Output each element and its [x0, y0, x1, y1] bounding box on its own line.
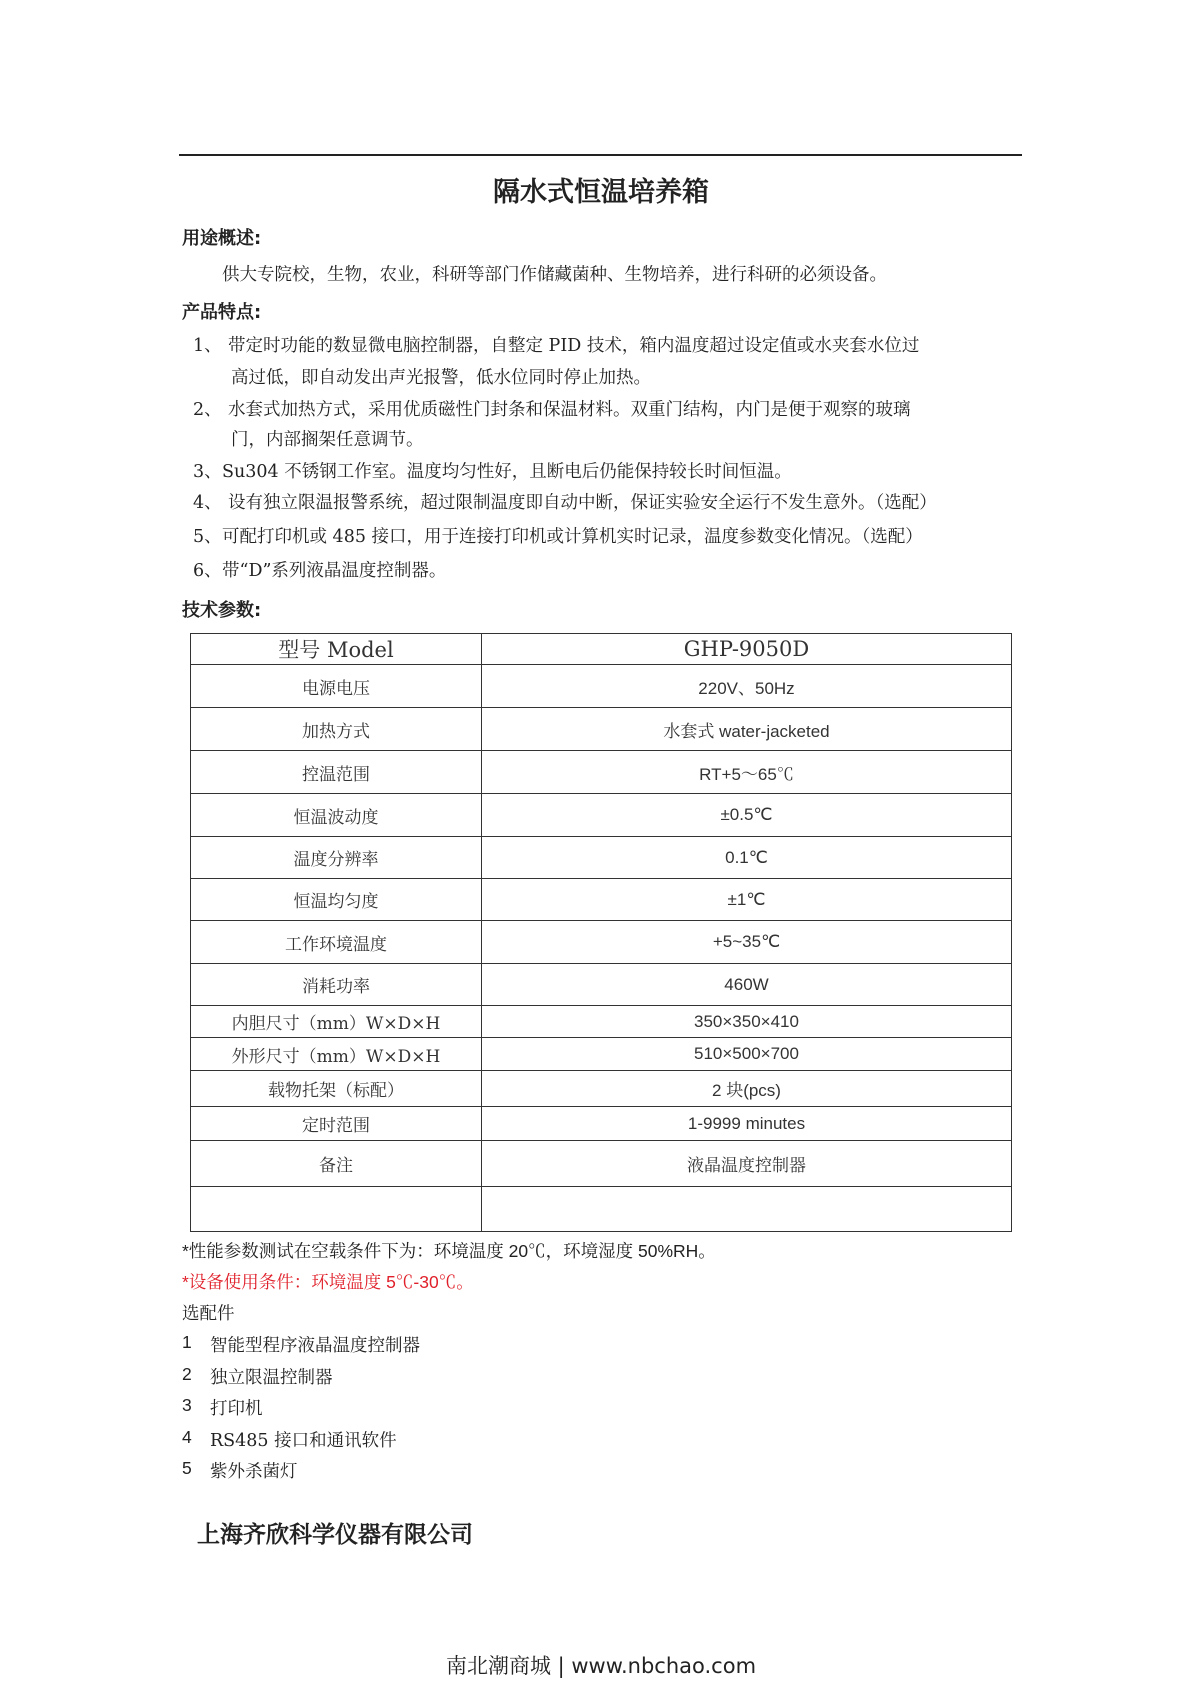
table-row — [191, 1006, 1012, 1038]
spec-label: 温度分辨率 — [191, 837, 482, 879]
accessory-number: 5 — [182, 1458, 192, 1478]
spec-label: 电源电压 — [191, 665, 482, 708]
spec-value: 水套式 water-jacketed — [482, 708, 1012, 751]
spec-value — [482, 1187, 1012, 1232]
accessories-heading: 选配件 — [182, 1304, 235, 1324]
feature-number: 5、 — [193, 527, 222, 547]
feature-number: 6、 — [193, 561, 222, 581]
feature-text: 带“D”系列液晶温度控制器。 — [222, 561, 447, 581]
spec-label: 外形尺寸（mm）W×D×H — [191, 1038, 482, 1071]
spec-value: ±1℃ — [482, 879, 1012, 921]
spec-value: RT+5～65℃ — [482, 751, 1012, 794]
features-heading: 产品特点: — [182, 302, 262, 323]
spec-label — [191, 1187, 482, 1232]
feature-text: 带定时功能的数显微电脑控制器，自整定 PID 技术，箱内温度超过设定值或水夹套水位过 — [228, 336, 920, 356]
spec-label: 控温范围 — [191, 751, 482, 794]
table-row — [191, 1038, 1012, 1071]
document-title: 隔水式恒温培养箱 — [493, 177, 709, 208]
table-row — [191, 665, 1012, 708]
company-name: 上海齐欣科学仪器有限公司 — [197, 1522, 473, 1548]
table-row — [191, 751, 1012, 794]
accessory-label: RS485 接口和通讯软件 — [210, 1430, 397, 1451]
feature-number: 2、 — [193, 400, 222, 420]
table-header-row — [191, 634, 1012, 665]
spec-label: 工作环境温度 — [191, 921, 482, 964]
accessory-label: 智能型程序液晶温度控制器 — [210, 1336, 420, 1356]
test-condition-note: *性能参数测试在空载条件下为：环境温度 20℃，环境湿度 50%RH。 — [182, 1241, 716, 1261]
accessory-number: 4 — [182, 1426, 192, 1447]
spec-label: 定时范围 — [191, 1107, 482, 1141]
accessory-number: 2 — [182, 1363, 192, 1384]
feature-text: 设有独立限温报警系统，超过限制温度即自动中断，保证实验安全运行不发生意外。（选配） — [228, 493, 937, 513]
spec-value: +5~35℃ — [482, 921, 1012, 964]
spec-value: 2 块(pcs) — [482, 1071, 1012, 1107]
table-row — [191, 1187, 1012, 1232]
feature-text: 可配打印机或 485 接口，用于连接打印机或计算机实时记录，温度参数变化情况。（选配） — [222, 527, 923, 547]
spec-label: 载物托架（标配） — [191, 1071, 482, 1107]
feature-number: 4、 — [193, 493, 222, 513]
table-row — [191, 879, 1012, 921]
accessory-label: 紫外杀菌灯 — [210, 1462, 298, 1482]
footer-site: 南北潮商城 | www.nbchao.com — [445, 1654, 757, 1678]
header-model-value: GHP-9050D — [482, 634, 1012, 665]
spec-label: 恒温均匀度 — [191, 879, 482, 921]
usage-condition-note: *设备使用条件：环境温度 5℃-30℃。 — [182, 1272, 474, 1292]
header-model-label: 型号 Model — [191, 634, 482, 665]
table-row — [191, 794, 1012, 837]
spec-value: 0.1℃ — [482, 837, 1012, 879]
feature-number: 1、 — [193, 336, 222, 356]
spec-value: 350×350×410 — [482, 1006, 1012, 1038]
usage-heading: 用途概述: — [182, 228, 262, 249]
spec-value: 液晶温度控制器 — [482, 1141, 1012, 1187]
spec-value: 220V、50Hz — [482, 665, 1012, 708]
table-row — [191, 1071, 1012, 1107]
usage-text: 供大专院校，生物，农业，科研等部门作储藏菌种、生物培养，进行科研的必须设备。 — [222, 265, 887, 285]
feature-text-continued: 门，内部搁架任意调节。 — [231, 430, 424, 450]
spec-label: 加热方式 — [191, 708, 482, 751]
accessory-number: 1 — [182, 1332, 192, 1352]
table-row — [191, 708, 1012, 751]
accessory-label: 独立限温控制器 — [210, 1367, 333, 1388]
spec-label: 恒温波动度 — [191, 794, 482, 837]
feature-text: 水套式加热方式，采用优质磁性门封条和保温材料。双重门结构，内门是便于观察的玻璃 — [228, 400, 911, 420]
spec-value: 460W — [482, 964, 1012, 1006]
table-row — [191, 1141, 1012, 1187]
feature-text: Su304 不锈钢工作室。温度均匀性好，且断电后仍能保持较长时间恒温。 — [222, 462, 792, 482]
feature-number: 3、 — [193, 462, 222, 482]
table-row — [191, 837, 1012, 879]
spec-label: 内胆尺寸（mm）W×D×H — [191, 1006, 482, 1038]
specs-heading: 技术参数: — [182, 600, 262, 621]
spec-value: 510×500×700 — [482, 1038, 1012, 1071]
spec-label: 备注 — [191, 1141, 482, 1187]
table-row — [191, 1107, 1012, 1141]
header-rule — [179, 154, 1022, 156]
specs-table — [190, 633, 1012, 1232]
spec-value: ±0.5℃ — [482, 794, 1012, 837]
table-row — [191, 964, 1012, 1006]
feature-text-continued: 高过低，即自动发出声光报警，低水位同时停止加热。 — [231, 368, 651, 388]
spec-value: 1-9999 minutes — [482, 1107, 1012, 1141]
spec-label: 消耗功率 — [191, 964, 482, 1006]
accessory-label: 打印机 — [210, 1399, 263, 1419]
accessory-number: 3 — [182, 1395, 192, 1415]
table-row — [191, 921, 1012, 964]
